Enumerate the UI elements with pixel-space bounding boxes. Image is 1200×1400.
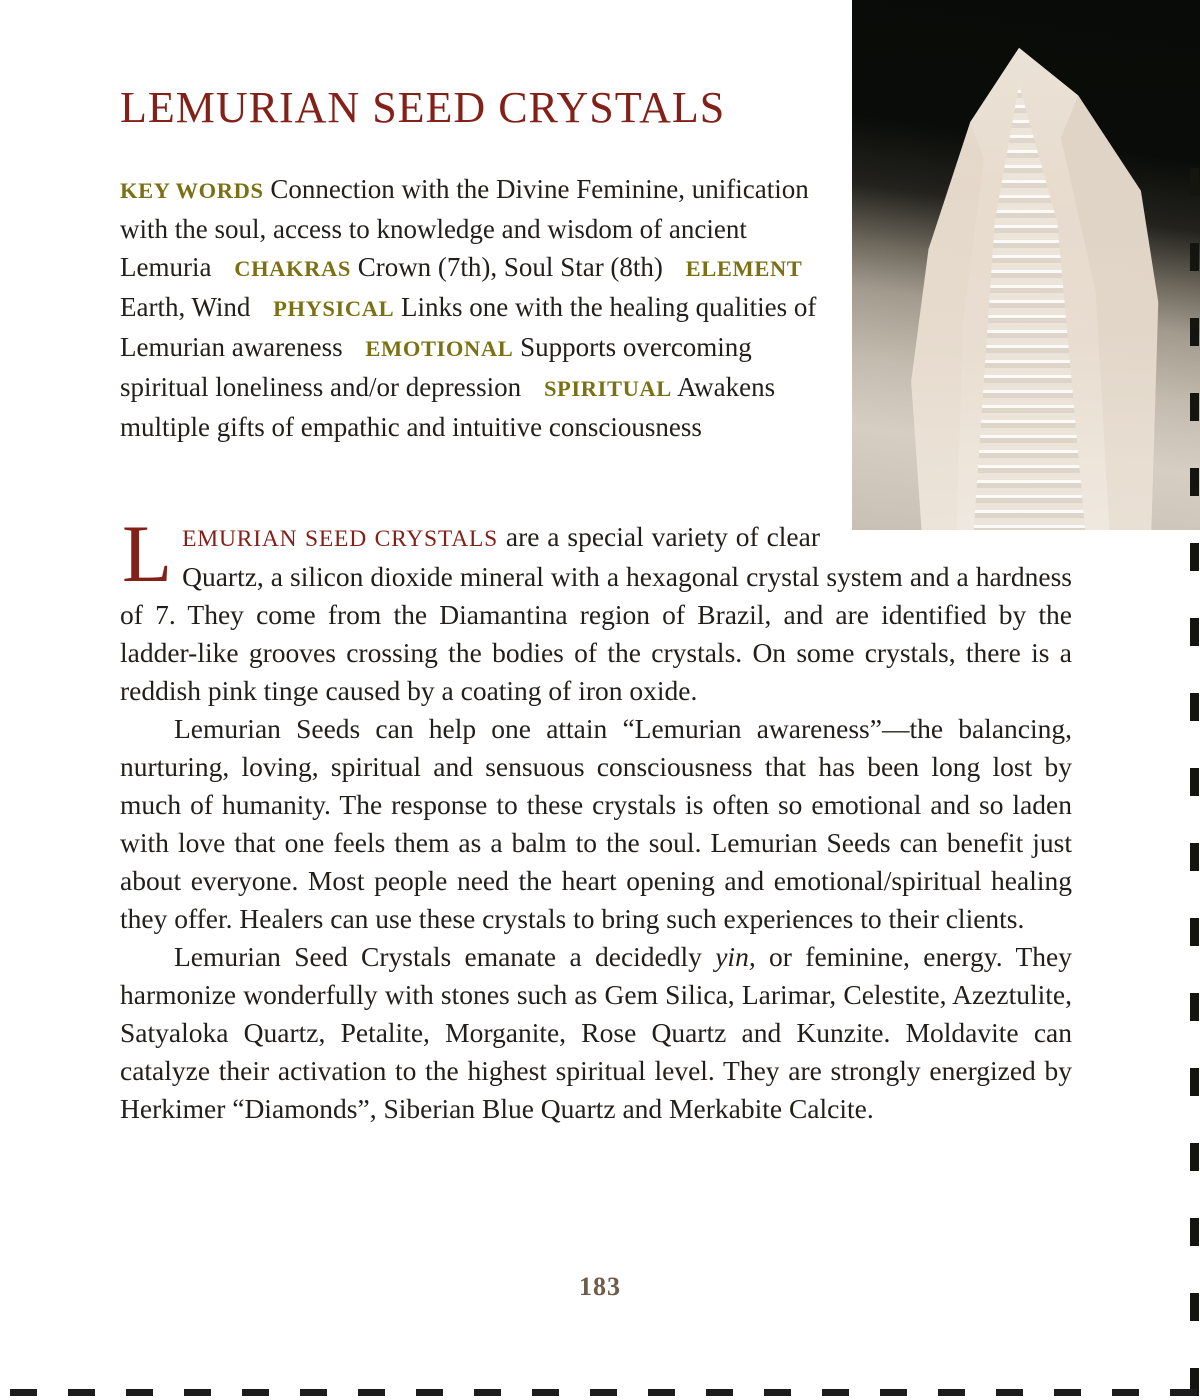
photo-wrap-spacer xyxy=(820,518,1072,554)
paragraph-text: or feminine, energy. They harmonize wonderfully with stones such as Gem Silica, Larimar, Celestite, Azeztulite, Satyaloka Quartz, Petalite, Morganite, Rose Quartz and Kunzite. Moldavite can catalyze their activation to the highest spiritual level. They are strongly energized by Herkimer “Diamonds”, Siberian Blue Quartz and Merkabite Calcite. xyxy=(120,941,1072,1124)
lead-smallcaps: EMURIAN SEED CRYSTALS xyxy=(182,526,498,552)
body-paragraph xyxy=(120,938,1072,1128)
properties-paragraph xyxy=(120,170,844,446)
property-value: Awakens multiple gifts of empathic and intuitive consciousness xyxy=(120,372,776,442)
property-label: KEY WORDS xyxy=(120,178,264,203)
property-label: CHAKRAS xyxy=(234,256,351,281)
property-value: Supports overcoming spiritual loneliness and/or depression xyxy=(120,332,752,402)
property-label: EMOTIONAL xyxy=(365,336,514,361)
property-value: Connection with the Divine Feminine, unification with the soul, access to knowledge and wisdom of ancient Lemuria xyxy=(120,174,809,282)
crystal-photo xyxy=(852,0,1200,530)
page-edge-marks-right xyxy=(1190,168,1199,1398)
property-label: PHYSICAL xyxy=(273,296,395,321)
page-number: 183 xyxy=(579,1272,621,1301)
paragraph-text: Lemurian Seed Crystals emanate a decidedly xyxy=(174,941,716,972)
dropcap-letter: L xyxy=(122,508,173,599)
paragraph-text: Lemurian Seeds can help one attain “Lemurian awareness”—the balancing, nurturing, loving, spiritual and sensuous consciousness that has been long lost by much of humanity. The response to these crystals is often so emotional and so laden with love that one feels them as a balm to the soul. Lemurian Seeds can benefit just about everyone. Most people need the heart opening and emotional/spiritual healing they offer. Healers can use these crystals to bring such experiences to their clients. xyxy=(120,713,1072,934)
property-label: SPIRITUAL xyxy=(543,376,672,401)
body-text xyxy=(120,508,1072,1128)
property-value: Links one with the healing qualities of Lemurian awareness xyxy=(120,292,817,362)
property-value: Crown (7th), Soul Star (8th) xyxy=(357,252,663,282)
body-paragraph xyxy=(120,710,1072,938)
property-label: ELEMENT xyxy=(685,256,803,281)
page-title: LEMURIAN SEED CRYSTALS xyxy=(120,83,726,132)
italic-text: yin, xyxy=(715,941,756,972)
paragraph-text: are a special variety of clear Quartz, a silicon dioxide mineral with a hexagonal crystal system and a hardness of 7. They come from the Diamantina region of Brazil, and are identified by the ladder-like grooves crossing the bodies of the crystals. On some crystals, there is a reddish pink tinge caused by a coating of iron oxide. xyxy=(120,521,1072,706)
property-value: Earth, Wind xyxy=(120,292,251,322)
page-edge-marks-bottom xyxy=(0,1389,1200,1396)
